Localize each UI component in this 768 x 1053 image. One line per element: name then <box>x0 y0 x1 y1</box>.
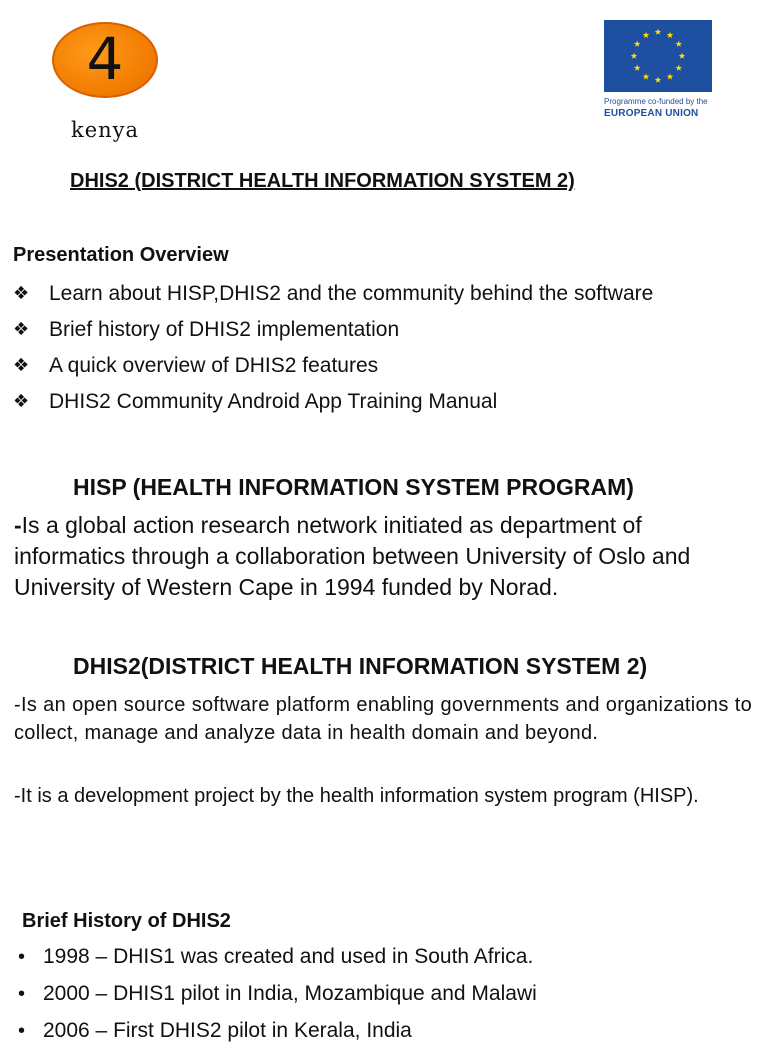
eu-flag-icon <box>604 20 712 92</box>
list-item <box>18 1016 537 1053</box>
list-item-text: 2000 – DHIS1 pilot in India, Mozambique and Malawi <box>43 982 537 1005</box>
hisp-lead-dash: - <box>14 512 22 538</box>
logo-word: kenya <box>70 118 140 142</box>
eu-caption-line2: EUROPEAN UNION <box>604 108 699 119</box>
page-title: DHIS2 (DISTRICT HEALTH INFORMATION SYSTEM 2) <box>70 170 575 192</box>
4kenya-logo <box>52 22 170 142</box>
hisp-body: Is a global action research network initiated as department of informatics through a collaboration between University of Oslo and University of Western Cape in 1994 funded by Norad. <box>14 512 691 600</box>
eu-caption-line1: Programme co-funded by the <box>604 97 708 106</box>
list-item <box>18 942 537 979</box>
diamond-bullet-icon: ❖ <box>13 283 30 304</box>
diamond-bullet-icon: ❖ <box>13 355 30 376</box>
list-item-text: Brief history of DHIS2 implementation <box>49 318 400 341</box>
list-item-text: DHIS2 Community Android App Training Manual <box>49 390 498 413</box>
bullet-icon: • <box>18 1020 26 1042</box>
list-item <box>18 979 537 1016</box>
dhis2-paragraph-2: -It is a development project by the health information system program (HISP). <box>14 785 699 807</box>
eu-logo <box>604 20 724 124</box>
dhis2-paragraph-1: -Is an open source software platform enabling governments and organizations to collect, manage and analyze data in health domain and beyond. <box>14 694 752 744</box>
list-item-text: 1998 – DHIS1 was created and used in South Africa. <box>43 945 534 968</box>
hisp-paragraph <box>14 510 754 603</box>
hisp-heading: HISP (HEALTH INFORMATION SYSTEM PROGRAM) <box>73 474 634 500</box>
history-list <box>18 942 537 1053</box>
bullet-icon: • <box>18 946 26 968</box>
logo-number: 4 <box>86 25 124 93</box>
dhis2-heading: DHIS2(DISTRICT HEALTH INFORMATION SYSTEM 2) <box>73 653 648 679</box>
list-item-text: 2006 – First DHIS2 pilot in Kerala, India <box>43 1019 412 1042</box>
list-item <box>13 384 653 420</box>
bullet-icon: • <box>18 983 26 1005</box>
overview-list <box>13 276 653 420</box>
list-item <box>13 312 653 348</box>
history-heading: Brief History of DHIS2 <box>22 910 231 932</box>
diamond-bullet-icon: ❖ <box>13 391 30 412</box>
diamond-bullet-icon: ❖ <box>13 319 30 340</box>
list-item <box>13 348 653 384</box>
list-item-text: Learn about HISP,DHIS2 and the community behind the software <box>49 282 654 305</box>
list-item <box>13 276 653 312</box>
overview-heading: Presentation Overview <box>13 244 229 266</box>
list-item-text: A quick overview of DHIS2 features <box>49 354 379 377</box>
